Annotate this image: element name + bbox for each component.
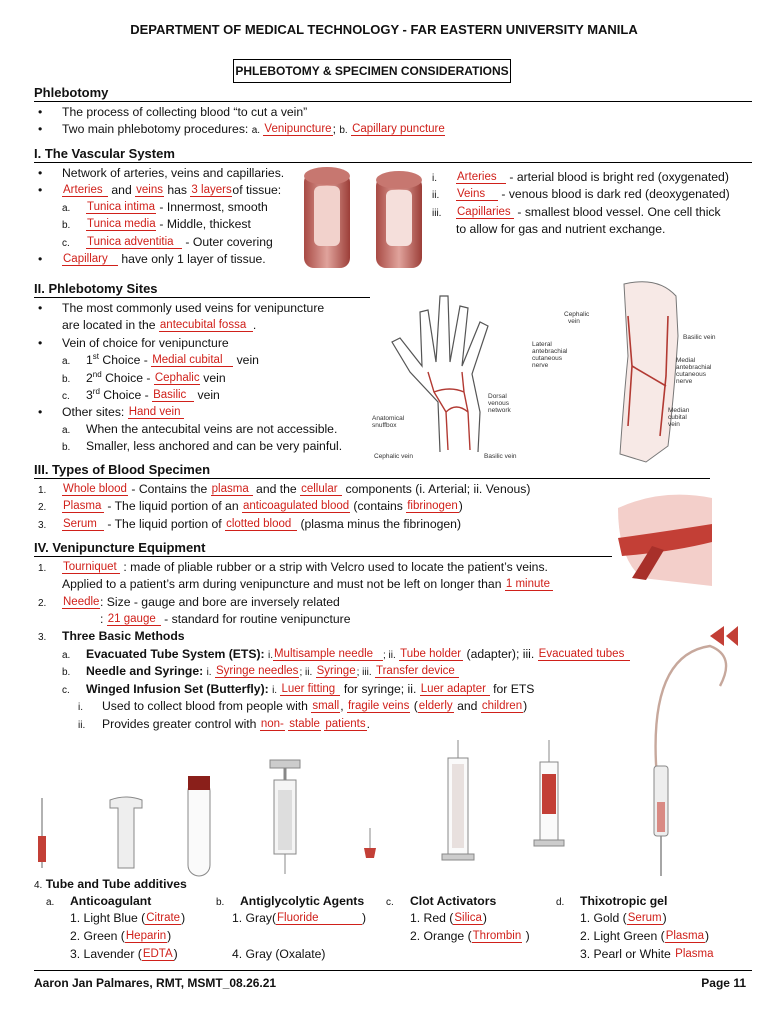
needle-line: 2. Needle: Size - gauge and bore are inversely related — [38, 595, 340, 609]
third-choice: c. 3rd Choice - Basilic vein — [62, 387, 220, 403]
light-green-line: 2. Light Green (Plasma) — [580, 929, 710, 943]
orange-line: 2. Orange (Thrombin ) — [410, 929, 530, 943]
butterfly-line: c. Winged Infusion Set (Butterfly): i. Luer fitting for syringe; ii. Luer adapter for ETS — [62, 682, 535, 696]
thixotropic-heading: d. Thixotropic gel — [556, 894, 668, 908]
sites-line1: • The most commonly used veins for venipuncture — [38, 301, 325, 315]
whole-blood-line: 1. Whole blood - Contains the plasma and the cellular components (i. Arterial; ii. Venous) — [38, 482, 531, 496]
rule — [34, 101, 752, 102]
needle-image — [38, 798, 46, 868]
arteries-note: i. Arteries - arterial blood is bright red (oxygenated) — [432, 170, 729, 184]
butterfly-use: i. Used to collect blood from people with small, fragile veins (elderly and children) — [78, 699, 528, 713]
capillaries-note-2: to allow for gas and nutrient exchange. — [456, 222, 666, 236]
red-line: 1. Red (Silica) — [410, 911, 487, 925]
methods-line: 3. Three Basic Methods — [38, 629, 185, 643]
other-note1: a. When the antecubital veins are not accessible. — [62, 422, 338, 436]
phlebotomy-line2: • Two main phlebotomy procedures: a. Venipuncture; b. Capillary puncture — [38, 122, 445, 136]
antiglycolytic-heading: b. Antiglycolytic Agents — [216, 894, 365, 908]
tourniquet-illustration — [612, 488, 716, 586]
vascular-line1: • Network of arteries, veins and capillaries. — [38, 166, 285, 180]
veins-note: ii. Veins - venous blood is dark red (deoxygenated) — [432, 187, 730, 201]
capillary-line: • Capillary have only 1 layer of tissue. — [38, 252, 266, 266]
svg-text:Anatomicalsnuffbox: Anatomical snuffbox — [372, 415, 405, 429]
first-choice: a. 1st Choice - Medial cubital vein — [62, 352, 259, 368]
venipuncture-equipment-illustrations — [30, 740, 640, 878]
syringe-image-2 — [442, 740, 474, 860]
green-line: 2. Green (Heparin) — [70, 929, 172, 943]
page-title: PHLEBOTOMY & SPECIMEN CONSIDERATIONS — [233, 59, 511, 83]
tourniquet-line: 1. Tourniquet : made of pliable rubber or a strip with Velcro used to locate the patient’s veins. — [38, 560, 548, 574]
butterfly-control: ii. Provides greater control with non- stable patients. — [78, 717, 371, 731]
svg-text:Mediancubitalvein: Median cubital vein — [668, 407, 690, 428]
anticoagulant-heading: a. Anticoagulant — [46, 894, 152, 908]
sites-line2: • Vein of choice for venipuncture — [38, 336, 229, 350]
other-note2: b. Smaller, less anchored and can be very painful. — [62, 439, 343, 453]
tunica-media-line: b. Tunica media - Middle, thickest — [62, 217, 251, 231]
sites-line1b: are located in the antecubital fossa . — [62, 318, 257, 332]
needle-syringe-line: b. Needle and Syringe: i. Syringe needles; ii. Syringe; iii. Transfer device — [62, 664, 459, 679]
arm-veins-diagram — [528, 276, 754, 468]
phlebotomy-line1: • The process of collecting blood “to cut a vein” — [38, 105, 308, 119]
gray-oxalate-line: 4. Gray (Oxalate) — [232, 947, 326, 961]
second-choice: b. 2nd Choice - Cephalic vein — [62, 370, 226, 386]
syringe-image-3 — [534, 740, 564, 846]
rule — [34, 478, 710, 479]
ets-line: a. Evacuated Tube System (ETS): i.Multisample needle ; ii. Tube holder (adapter); iii. Evacuated tubes — [62, 647, 630, 662]
hand-cephalic-label: Cephalic vein — [374, 453, 414, 460]
equipment-heading: IV. Venipuncture Equipment — [34, 540, 206, 555]
tubes-heading: 4. Tube and Tube additives — [34, 877, 187, 891]
other-sites: • Other sites: Hand vein — [38, 405, 184, 420]
tunica-adventitia-line: c. Tunica adventitia - Outer covering — [62, 235, 273, 249]
svg-text:Lateralantebrachialcutaneousne: Lateral antebrachial cutaneous nerve — [532, 341, 568, 369]
plasma-line: 2. Plasma - The liquid portion of an anticoagulated blood (contains fibrinogen) — [38, 499, 463, 513]
hand-veins-diagram — [370, 282, 530, 468]
gray-fluoride-line: 1. Gray(Fluoride ) — [232, 911, 367, 925]
transfer-device-image — [364, 828, 376, 858]
serum-line: 3. Serum - The liquid portion of clotted blood (plasma minus the fibrinogen) — [38, 517, 461, 531]
sites-heading: II. Phlebotomy Sites — [34, 281, 158, 296]
footer-author: Aaron Jan Palmares, RMT, MSMT_08.26.21 — [34, 976, 277, 990]
lavender-line: 3. Lavender (EDTA) — [70, 947, 178, 961]
artery-vein-illustration — [300, 162, 430, 270]
vascular-line2: • Arteries and veins has 3 layersof tissue: — [38, 183, 282, 197]
gold-line: 1. Gold (Serum) — [580, 911, 667, 925]
footer-page-number: Page 11 — [701, 976, 746, 990]
tunica-intima-line: a. Tunica intima - Innermost, smooth — [62, 200, 268, 214]
rule — [34, 297, 370, 298]
light-blue-line: 1. Light Blue (Citrate) — [70, 911, 186, 925]
pearl-white-line: 3. Pearl or White Plasma — [580, 947, 714, 961]
specimen-heading: III. Types of Blood Specimen — [34, 462, 211, 477]
hand-basilic-label: Basilic vein — [484, 453, 517, 460]
snuffbox-label-1: Anatomical — [372, 415, 405, 422]
svg-text:Dorsalvenousnetwork: Dorsal venous network — [488, 393, 511, 414]
vascular-heading: I. The Vascular System — [34, 146, 175, 161]
butterfly-set-illustration — [640, 626, 740, 882]
svg-text:Basilic vein: Basilic vein — [683, 334, 716, 341]
tourniquet-line2: Applied to a patient’s arm during venipuncture and must not be left on longer than 1 minute — [62, 577, 553, 592]
clot-activators-heading: c. Clot Activators — [386, 894, 497, 908]
gauge-line: : 21 gauge - standard for routine venipuncture — [100, 612, 351, 626]
syringe-image-1 — [270, 760, 300, 874]
phlebotomy-heading: Phlebotomy — [34, 85, 109, 100]
rule — [34, 556, 612, 557]
svg-text:Medialantebrachialcutaneousner: Medial antebrachial cutaneous nerve — [676, 357, 712, 385]
footer-rule — [34, 970, 752, 971]
tube-holder-image — [110, 797, 142, 868]
department-header: DEPARTMENT OF MEDICAL TECHNOLOGY - FAR EASTERN UNIVERSITY MANILA — [130, 22, 638, 37]
evacuated-tube-image — [188, 776, 210, 876]
svg-text:Cephalicvein: Cephalic vein — [564, 311, 590, 325]
capillaries-note: iii. Capillaries - smallest blood vessel. One cell thick — [432, 205, 721, 219]
